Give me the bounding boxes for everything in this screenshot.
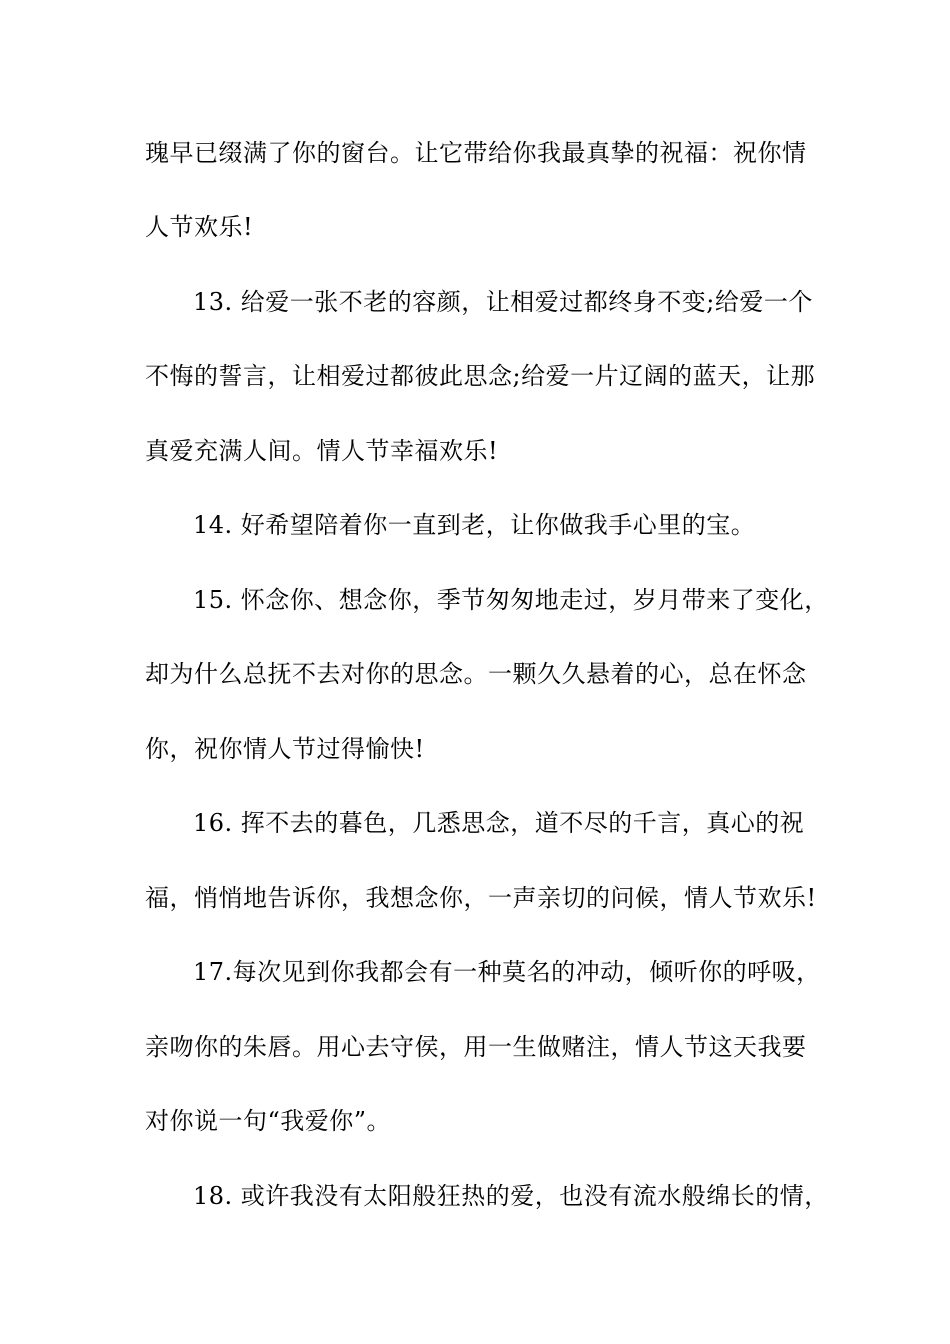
text-line: 你，祝你情人节过得愉快! bbox=[145, 735, 425, 763]
paragraph-16-start: 16. 挥不去的暮色，几悉思念，道不尽的千言，真心的祝 bbox=[193, 809, 805, 837]
paragraph-18-start: 18. 或许我没有太阳般狂热的爱，也没有流水般绵长的情， bbox=[193, 1182, 829, 1210]
text-line: 人节欢乐! bbox=[145, 213, 254, 241]
text-line: 真爱充满人间。情人节幸福欢乐! bbox=[145, 437, 499, 465]
paragraph-13-start: 13. 给爱一张不老的容颜，让相爱过都终身不变;给爱一个 bbox=[193, 288, 813, 316]
paragraph-14: 14. 好希望陪着你一直到老，让你做我手心里的宝。 bbox=[193, 511, 756, 539]
text-line: 不悔的誓言，让相爱过都彼此思念;给爱一片辽阔的蓝天，让那 bbox=[145, 362, 816, 390]
paragraph-17-start: 17.每次见到你我都会有一种莫名的冲动，倾听你的呼吸， bbox=[193, 958, 821, 986]
text-line: 瑰早已缀满了你的窗台。让它带给你我最真挚的祝福：祝你情 bbox=[145, 139, 807, 167]
paragraph-15-start: 15. 怀念你、想念你，季节匆匆地走过，岁月带来了变化， bbox=[193, 586, 829, 614]
text-line: 福，悄悄地告诉你，我想念你，一声亲切的问候，情人节欢乐! bbox=[145, 884, 817, 912]
text-line: 亲吻你的朱唇。用心去守侯，用一生做赌注，情人节这天我要 bbox=[145, 1033, 807, 1061]
text-line: 对你说一句“我爱你”。 bbox=[145, 1107, 392, 1135]
text-line: 却为什么总抚不去对你的思念。一颗久久悬着的心，总在怀念 bbox=[145, 660, 807, 688]
